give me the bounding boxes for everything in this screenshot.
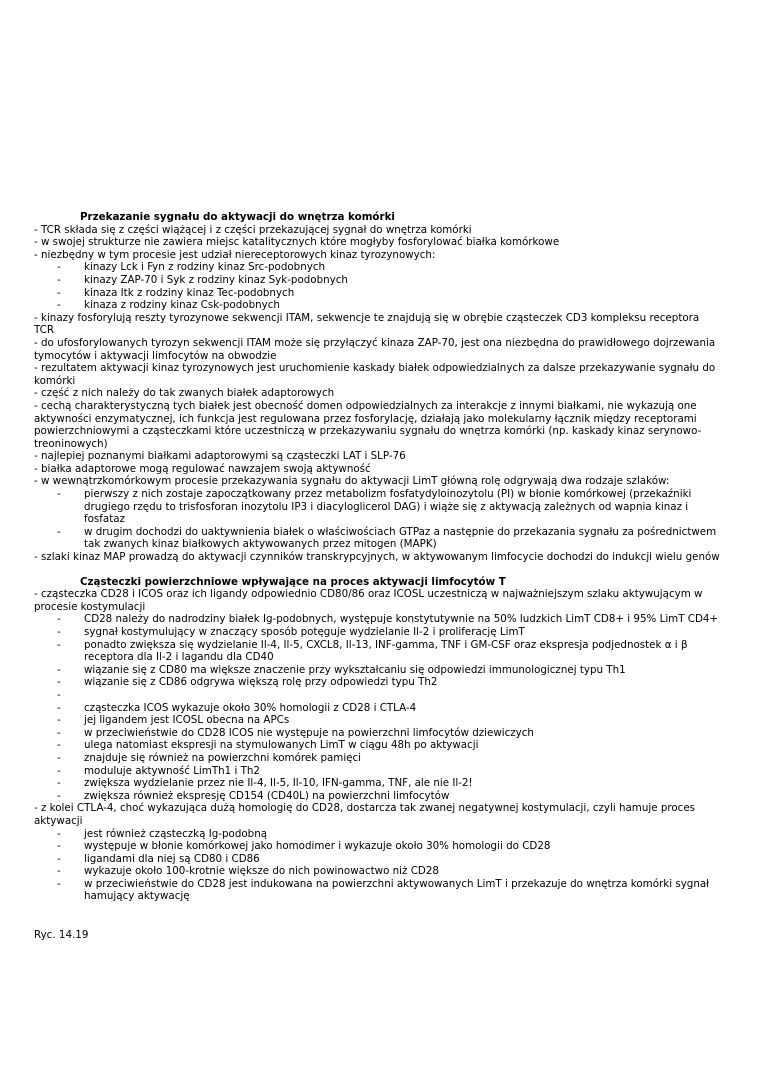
- figure-caption: Ryc. 14.19: [34, 929, 89, 941]
- bullet-dash: -: [57, 299, 61, 312]
- paragraph: - cząsteczka CD28 i ICOS oraz ich ligandy odpowiednio CD80/86 oraz ICOSL uczestniczą w najważniejszym szlaku aktywującym w procesie kostymulacji: [34, 588, 703, 613]
- list-item-text: w drugim dochodzi do uaktywnienia białek o właściwościach GTPaz a następnie do przekazania sygnału za pośrednictwem tak zwanych kinaz białkowych aktywowanych przez mitogen (MAPK): [84, 525, 717, 551]
- bullet-dash: -: [57, 701, 61, 714]
- list-item: [34, 664, 722, 677]
- list-item-text: jej ligandem jest ICOSL obecna na APCs: [84, 714, 290, 727]
- list-item: [34, 752, 722, 765]
- paragraph: - TCR składa się z części wiążącej i z części przekazującej sygnał do wnętrza komórki: [34, 223, 472, 236]
- bullet-dash: -: [57, 840, 61, 853]
- bullet-dash: -: [57, 273, 61, 286]
- list-item: [34, 765, 722, 778]
- list-item-text: CD28 należy do nadrodziny białek Ig-podobnych, występuje konstytutywnie na 50% ludzkich LimT CD8+ i 95% LimT CD4+: [84, 613, 719, 626]
- list-item-text: ligandami dla niej są CD80 i CD86: [84, 852, 260, 865]
- list-item: [34, 702, 722, 715]
- list-item: [34, 639, 722, 664]
- list-item: [34, 274, 722, 287]
- list-item: [34, 299, 722, 312]
- paragraph: - z kolei CTLA-4, choć wykazująca dużą homologię do CD28, dostarcza tak zwanej negatywnej kostymulacji, czyli hamuje proces aktywacji: [34, 802, 696, 827]
- list-item: [34, 261, 722, 274]
- list-item: [34, 853, 722, 866]
- bullet-dash: -: [57, 827, 61, 840]
- list-item-empty: [34, 689, 722, 702]
- bullet-dash: -: [57, 877, 61, 890]
- list-item-text: jest również cząsteczką Ig-podobną: [84, 827, 268, 840]
- list-item: [34, 287, 722, 300]
- bullet-dash: -: [57, 663, 61, 676]
- list-item: [34, 613, 722, 626]
- list-item: [34, 714, 722, 727]
- bullet-dash: -: [57, 261, 61, 274]
- bullet-dash: -: [57, 764, 61, 777]
- section-heading-signal-transduction: Przekazanie sygnału do aktywacji do wnętrza komórki: [80, 211, 395, 223]
- document-content: [34, 211, 722, 903]
- list-item-text: pierwszy z nich zostaje zapoczątkowany przez metabolizm fosfatydyloinozytolu (PI) w błonie komórkowej (przekaźniki drugiego rzędu to trisfosforan inozytolu IP3 i diacyloglicerol DAG) i wiąże się z aktywacją zależnych od wapnia kinaz i fosfataz: [84, 488, 692, 526]
- list-item: [34, 878, 722, 903]
- paragraph: - cechą charakterystyczną tych białek jest obecność domen odpowiedzialnych za interakcje z innymi białkami, nie wykazują one aktywności enzymatycznej, ich funkcja jest regulowana przez fosforylację, działają jako molekularny łącznik między receptorami powierzchniowymi a cząsteczkami które uczestniczą w przekazywaniu sygnału do wnętrza komórki (np. kaskady kinaz serynowo-treoninowych): [34, 399, 702, 450]
- list-item: [34, 739, 722, 752]
- list-item: [34, 790, 722, 803]
- bullet-dash: -: [57, 777, 61, 790]
- bullet-dash: -: [57, 739, 61, 752]
- list-item: [34, 840, 722, 853]
- list-item-text: kinaza Itk z rodziny kinaz Tec-podobnych: [84, 286, 295, 299]
- list-item: [34, 865, 722, 878]
- bullet-dash: -: [57, 525, 61, 538]
- list-item-text: zwiększa wydzielanie przez nie Il-4, Il-5, Il-10, IFN-gamma, TNF, ale nie Il-2!: [84, 777, 473, 790]
- list-item-text: wiązanie się z CD80 ma większe znaczenie przy wykształcaniu się odpowiedzi immunologicznej typu Th1: [84, 663, 626, 676]
- list-item: [34, 676, 722, 689]
- list-item-text: występuje w błonie komórkowej jako homodimer i wykazuje około 30% homologii do CD28: [84, 840, 551, 853]
- paragraph: - niezbędny w tym procesie jest udział niereceptorowych kinaz tyrozynowych:: [34, 248, 436, 261]
- list-item: [34, 526, 722, 551]
- bullet-dash: -: [57, 286, 61, 299]
- list-item: [34, 626, 722, 639]
- bullet-dash: -: [57, 865, 61, 878]
- list-item: [34, 828, 722, 841]
- list-item-text: sygnał kostymulujący w znaczący sposób potęguje wydzielanie Il-2 i proliferację LimT: [84, 626, 525, 638]
- bullet-dash: -: [57, 789, 61, 802]
- list-item-text: w przeciwieństwie do CD28 ICOS nie występuje na powierzchni limfocytów dziewiczych: [84, 726, 534, 739]
- bullet-dash: -: [57, 852, 61, 865]
- bullet-dash: -: [57, 626, 61, 638]
- paragraph: - kinazy fosforylują reszty tyrozynowe sekwencji ITAM, sekwencje te znajdują się w obrębie cząsteczek CD3 kompleksu receptora TCR: [34, 311, 700, 337]
- spacer: [34, 564, 722, 576]
- list-item-text: kinazy Lck i Fyn z rodziny kinaz Src-podobnych: [84, 261, 326, 274]
- list-item: [34, 727, 722, 740]
- list-item-text: znajduje się również na powierzchni komórek pamięci: [84, 751, 362, 764]
- list-item-text: kinaza z rodziny kinaz Csk-podobnych: [84, 299, 280, 312]
- bullet-dash: -: [57, 751, 61, 764]
- list-item: [34, 488, 722, 526]
- paragraph: - część z nich należy do tak zwanych białek adaptorowych: [34, 387, 335, 400]
- list-item-text: zwiększa również ekspresję CD154 (CD40L) na powierzchni limfocytów: [84, 789, 450, 802]
- bullet-dash: -: [57, 688, 61, 701]
- paragraph: - w swojej strukturze nie zawiera miejsc katalitycznych które mogłyby fosforylować białka komórkowe: [34, 236, 560, 249]
- list-item-text: wiązanie się z CD86 odgrywa większą rolę przy odpowiedzi typu Th2: [84, 676, 438, 689]
- list-item-text: wykazuje około 100-krotnie większe do nich powinowactwo niż CD28: [84, 865, 439, 878]
- bullet-dash: -: [57, 676, 61, 689]
- paragraph: - białka adaptorowe mogą regulować nawzajem swoją aktywność: [34, 462, 371, 475]
- bullet-dash: -: [57, 613, 61, 626]
- bullet-dash: -: [57, 488, 61, 501]
- list-item-text: ulega natomiast ekspresji na stymulowanych LimT w ciągu 48h po aktywacji: [84, 739, 479, 752]
- list-item-text: ponadto zwiększa się wydzielanie Il-4, Il-5, CXCL8, Il-13, INF-gamma, TNF i GM-CSF oraz ekspresja podjednostek α i β receptora dla Il-2 i lagandu dla CD40: [84, 638, 688, 664]
- list-item-text: kinazy ZAP-70 i Syk z rodziny kinaz Syk-podobnych: [84, 273, 348, 286]
- paragraph: - najlepiej poznanymi białkami adaptorowymi są cząsteczki LAT i SLP-76: [34, 450, 406, 463]
- list-item-text: w przeciwieństwie do CD28 jest indukowana na powierzchni aktywowanych LimT i przekazuje do wnętrza komórki sygnał hamujący aktywację: [84, 877, 710, 903]
- section-heading-surface-molecules: Cząsteczki powierzchniowe wpływające na proces aktywacji limfocytów T: [80, 575, 506, 588]
- paragraph: - szlaki kinaz MAP prowadzą do aktywacji czynników transkrypcyjnych, w aktywowanym limfocycie dochodzi do indukcji wielu genów: [34, 551, 720, 564]
- bullet-dash: -: [57, 726, 61, 739]
- paragraph: - rezultatem aktywacji kinaz tyrozynowych jest uruchomienie kaskady białek odpowiedzialnych za dalsze przekazywanie sygnału do komórki: [34, 362, 716, 387]
- list-item: [34, 777, 722, 790]
- list-item-text: cząsteczka ICOS wykazuje około 30% homologii z CD28 i CTLA-4: [84, 701, 417, 714]
- paragraph: - do ufosforylowanych tyrozyn sekwencji ITAM może się przyłączyć kinaza ZAP-70, jest ona niezbędna do prawidłowego dojrzewania tymocytów i aktywacji limfocytów na obwodzie: [34, 336, 716, 362]
- paragraph: - w wewnątrzkomórkowym procesie przekazywania sygnału do aktywacji LimT główną rolę odgrywają dwa rodzaje szlaków:: [34, 475, 670, 488]
- bullet-dash: -: [57, 638, 61, 651]
- list-item-text: moduluje aktywność LimTh1 i Th2: [84, 764, 260, 777]
- bullet-dash: -: [57, 714, 61, 727]
